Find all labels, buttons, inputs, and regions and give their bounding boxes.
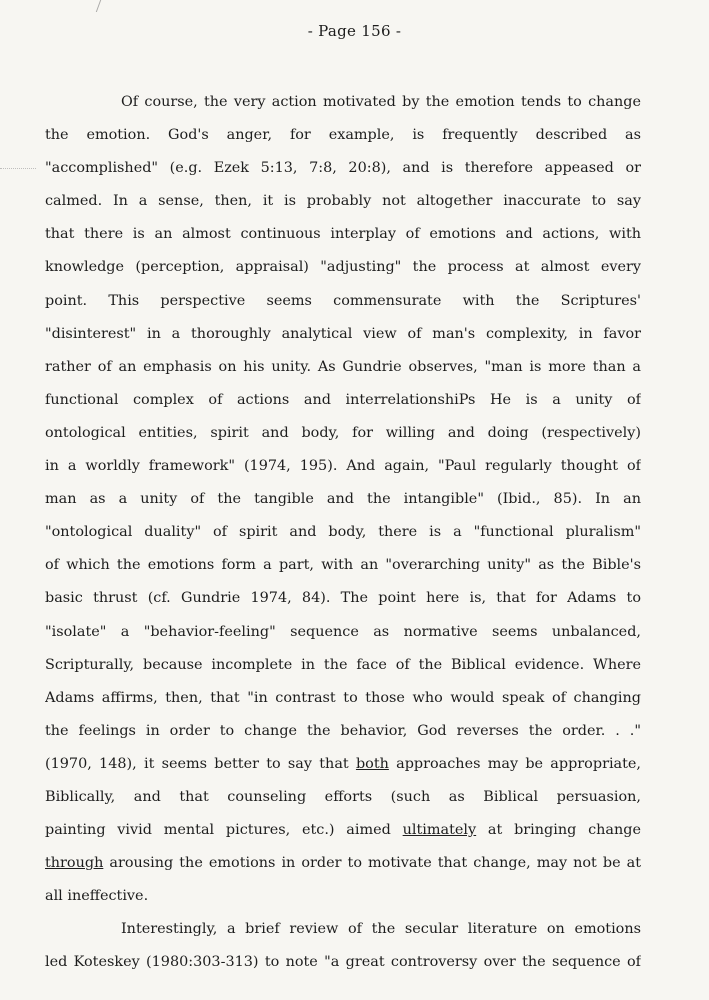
text-line: Of course, the very action motivated by the emotion tends to change <box>121 94 641 110</box>
text-line: of which the emotions form a part, with an "overarching unity" as the Bible's <box>45 557 641 574</box>
text-line: "accomplished" (e.g. Ezek 5:13, 7:8, 20:8), and is therefore appeased or <box>45 160 641 177</box>
text-line: "isolate" a "behavior-feeling" sequence as normative seems unbalanced, <box>45 623 641 640</box>
text-segment: arousing the emotions in order to motivate that change, may not be at <box>103 855 641 872</box>
text-line: all ineffective. <box>45 888 149 905</box>
text-line: point. This perspective seems commensurate with the Scriptures' <box>45 292 641 309</box>
scan-artifact-mark <box>96 0 107 12</box>
text-line: Biblically, and that counseling efforts (such as Biblical persuasion, <box>45 788 641 805</box>
underlined-word: through <box>45 855 104 872</box>
text-line: led Koteskey (1980:303-313) to note "a great controversy over the sequence of <box>45 954 641 971</box>
page-header: - Page 156 - <box>307 22 402 40</box>
text-segment: approaches may be appropriate, <box>388 755 641 772</box>
text-line: in a worldly framework" (1974, 195). And again, "Paul regularly thought of <box>45 458 641 475</box>
text-line: that there is an almost continuous interplay of emotions and actions, with <box>45 226 641 243</box>
body-text <box>45 86 641 980</box>
text-line: Interestingly, a brief review of the secular literature on emotions <box>121 921 641 938</box>
text-line: the feelings in order to change the behavior, God reverses the order. . ." <box>45 722 641 739</box>
text-line: calmed. In a sense, then, it is probably not altogether inaccurate to say <box>45 193 641 210</box>
text-line <box>45 847 641 880</box>
text-line: the emotion. God's anger, for example, is frequently described as <box>45 127 641 144</box>
text-line: Adams affirms, then, that "in contrast to those who would speak of changing <box>45 689 641 706</box>
text-line: "disinterest" in a thoroughly analytical view of man's complexity, in favor <box>45 325 641 342</box>
text-line: basic thrust (cf. Gundrie 1974, 84). The point here is, that for Adams to <box>45 590 641 607</box>
text-line: man as a unity of the tangible and the intangible" (Ibid., 85). In an <box>45 491 641 508</box>
text-segment: at bringing change <box>476 822 641 839</box>
text-line: "ontological duality" of spirit and body, there is a "functional pluralism" <box>45 524 641 541</box>
text-line: ontological entities, spirit and body, for willing and doing (respectively) <box>45 424 641 441</box>
underlined-word: ultimately <box>402 822 477 839</box>
text-line <box>45 748 641 781</box>
text-line <box>45 814 641 847</box>
text-line: knowledge (perception, appraisal) "adjusting" the process at almost every <box>45 259 641 276</box>
text-line: Scripturally, because incomplete in the face of the Biblical evidence. Where <box>45 656 641 673</box>
scan-artifact-dots <box>0 168 36 175</box>
text-line: rather of an emphasis on his unity. As Gundrie observes, "man is more than a <box>45 358 641 375</box>
text-segment: painting vivid mental pictures, etc.) aimed <box>45 822 403 839</box>
text-segment: (1970, 148), it seems better to say that <box>45 755 356 772</box>
underlined-word: both <box>355 755 389 772</box>
text-line: functional complex of actions and interrelationshiPs He is a unity of <box>45 391 641 408</box>
